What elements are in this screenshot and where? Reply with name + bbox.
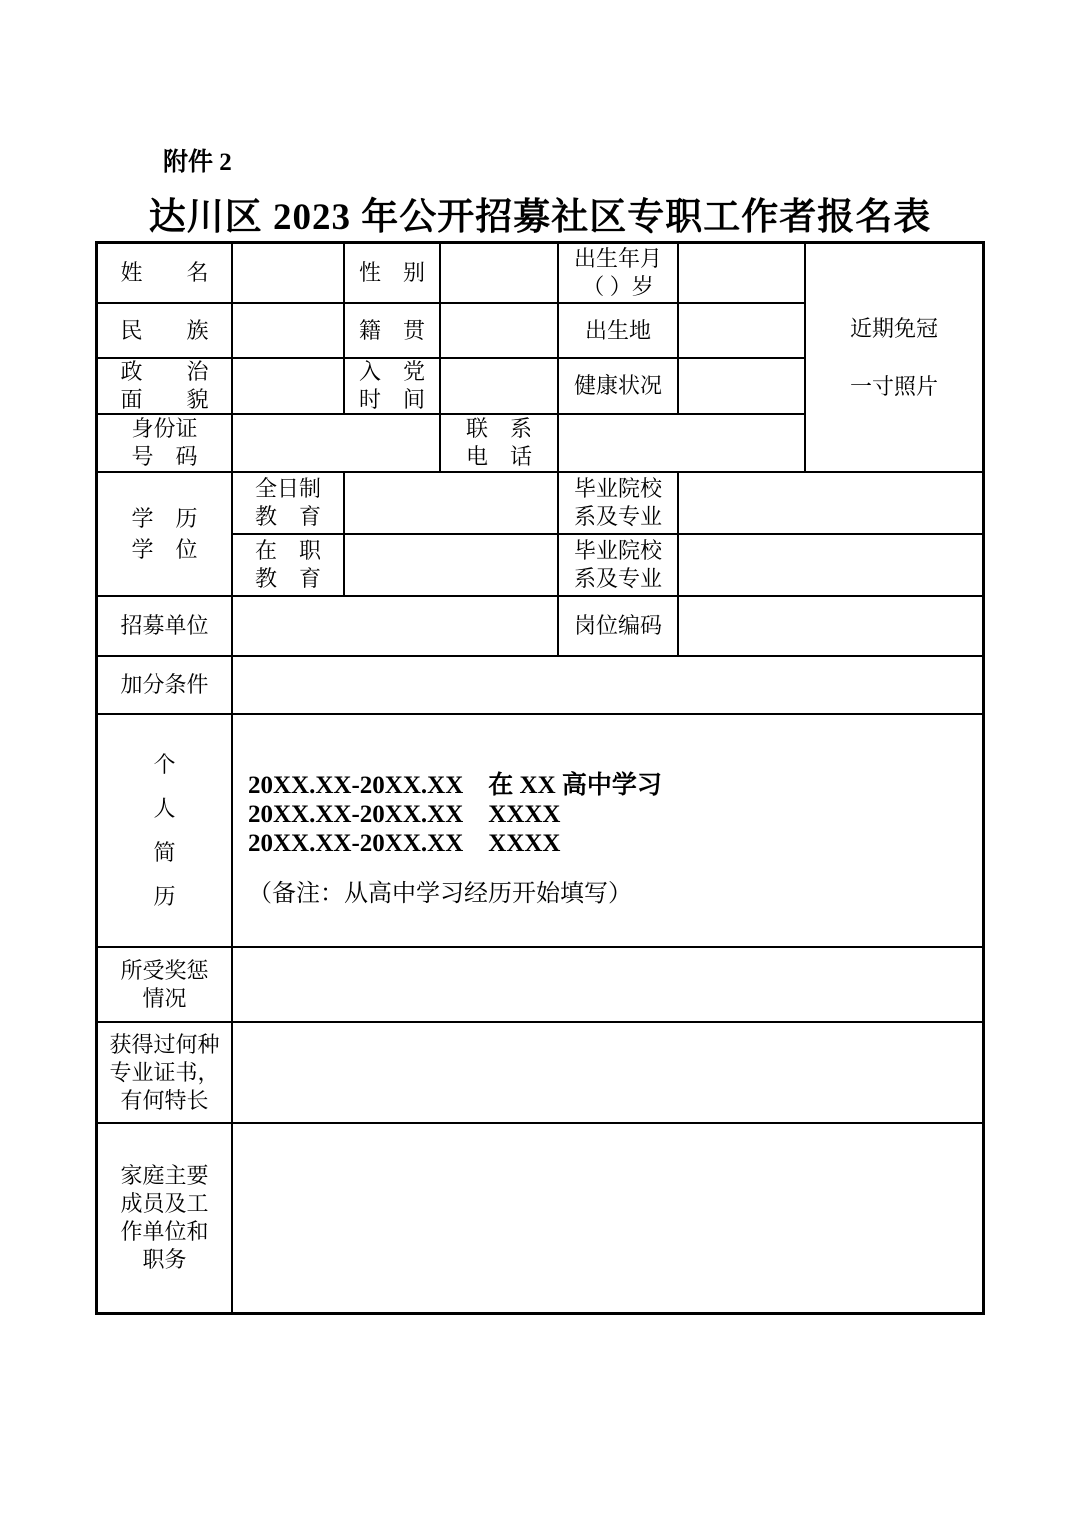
- post-code-label: 岗位编码: [573, 613, 662, 638]
- phone-value-cell: [558, 414, 805, 472]
- attachment-label: 附件 2: [163, 149, 232, 176]
- ethnicity-label-cell: [97, 303, 232, 358]
- gender-label-cell: [344, 243, 440, 303]
- bonus-label: 加分条件: [120, 672, 209, 697]
- phone-label: 联 系 电 话: [465, 416, 532, 469]
- family-label-cell: [97, 1123, 232, 1313]
- photo-note-line2: 一寸照片: [849, 373, 938, 399]
- id-number-label: 身份证 号 码: [131, 416, 198, 469]
- resume-entry-1: 20XX.XX-20XX.XX 在 XX 高中学习: [248, 772, 662, 799]
- gender-value-cell: [440, 243, 558, 303]
- family-value-cell: [232, 1123, 983, 1313]
- ethnicity-label: 民 族: [120, 317, 209, 343]
- party-time-label: 入 党 时 间: [358, 359, 425, 412]
- id-number-value-cell: [232, 414, 440, 472]
- education-label: 学 历 学 位: [131, 506, 198, 562]
- name-value-cell: [232, 243, 344, 303]
- health-value-cell: [678, 358, 805, 414]
- birth-label: 出生年月 （ ）岁: [573, 246, 662, 299]
- grad-school-inservice-label-cell: [558, 534, 678, 596]
- resume-note: （备注：从高中学习经历开始填写）: [248, 881, 632, 907]
- grad-school-fulltime-label: 毕业院校 系及专业: [573, 476, 662, 529]
- recruit-unit-value-cell: [232, 596, 558, 656]
- education-label-cell: [97, 472, 232, 596]
- health-label-cell: [558, 358, 678, 414]
- photo-cell: [805, 243, 983, 472]
- health-label: 健康状况: [573, 373, 662, 398]
- post-code-label-cell: [558, 596, 678, 656]
- post-code-value-cell: [678, 596, 983, 656]
- grad-school-inservice-label: 毕业院校 系及专业: [573, 538, 662, 591]
- name-label: 姓 名: [120, 260, 209, 285]
- photo-note-line1: 近期免冠: [849, 315, 938, 341]
- ethnicity-value-cell: [232, 303, 344, 358]
- name-label-cell: [97, 243, 232, 303]
- native-place-label: 籍 贯: [358, 317, 425, 343]
- rewards-value-cell: [232, 947, 983, 1022]
- certificates-label-cell: [97, 1022, 232, 1123]
- recruit-unit-label: 招募单位: [120, 613, 209, 638]
- inservice-education-value-cell: [344, 534, 558, 596]
- gender-label: 性 别: [358, 260, 425, 285]
- recruit-unit-label-cell: [97, 596, 232, 656]
- party-time-label-cell: [344, 358, 440, 414]
- phone-label-cell: [440, 414, 558, 472]
- resume-entry-3: 20XX.XX-20XX.XX XXXX: [248, 830, 561, 857]
- political-status-label-cell: [97, 358, 232, 414]
- id-number-label-cell: [97, 414, 232, 472]
- grad-school-fulltime-value-cell: [678, 472, 983, 534]
- inservice-education-label-cell: [232, 534, 344, 596]
- birthplace-label: 出生地: [584, 317, 651, 343]
- certificates-label: 获得过何种 专业证书， 有何特长: [109, 1031, 220, 1113]
- bonus-value-cell: [232, 656, 983, 714]
- rewards-label-cell: [97, 947, 232, 1022]
- grad-school-fulltime-label-cell: [558, 472, 678, 534]
- native-place-label-cell: [344, 303, 440, 358]
- page-title: 达川区 2023 年公开招募社区专职工作者报名表: [148, 197, 932, 238]
- birthplace-label-cell: [558, 303, 678, 358]
- resume-label-cell: 个 人 简 历: [97, 714, 232, 947]
- bonus-label-cell: [97, 656, 232, 714]
- fulltime-education-label-cell: [232, 472, 344, 534]
- political-status-label: 政 治 面 貌: [120, 359, 209, 412]
- certificates-value-cell: [232, 1022, 983, 1123]
- fulltime-education-value-cell: [344, 472, 558, 534]
- family-label: 家庭主要 成员及工 作单位和 职务: [120, 1163, 209, 1272]
- resume-entry-2: 20XX.XX-20XX.XX XXXX: [248, 801, 561, 828]
- birthplace-value-cell: [678, 303, 805, 358]
- party-time-value-cell: [440, 358, 558, 414]
- political-status-value-cell: [232, 358, 344, 414]
- rewards-label: 所受奖惩 情况: [120, 957, 209, 1011]
- birth-value-cell: [678, 243, 805, 303]
- application-form-table: [97, 243, 983, 1313]
- native-place-value-cell: [440, 303, 558, 358]
- fulltime-education-label: 全日制 教 育: [254, 476, 321, 529]
- grad-school-inservice-value-cell: [678, 534, 983, 596]
- inservice-education-label: 在 职 教 育: [254, 538, 321, 591]
- resume-content-cell: [232, 714, 983, 947]
- birth-label-cell: [558, 243, 678, 303]
